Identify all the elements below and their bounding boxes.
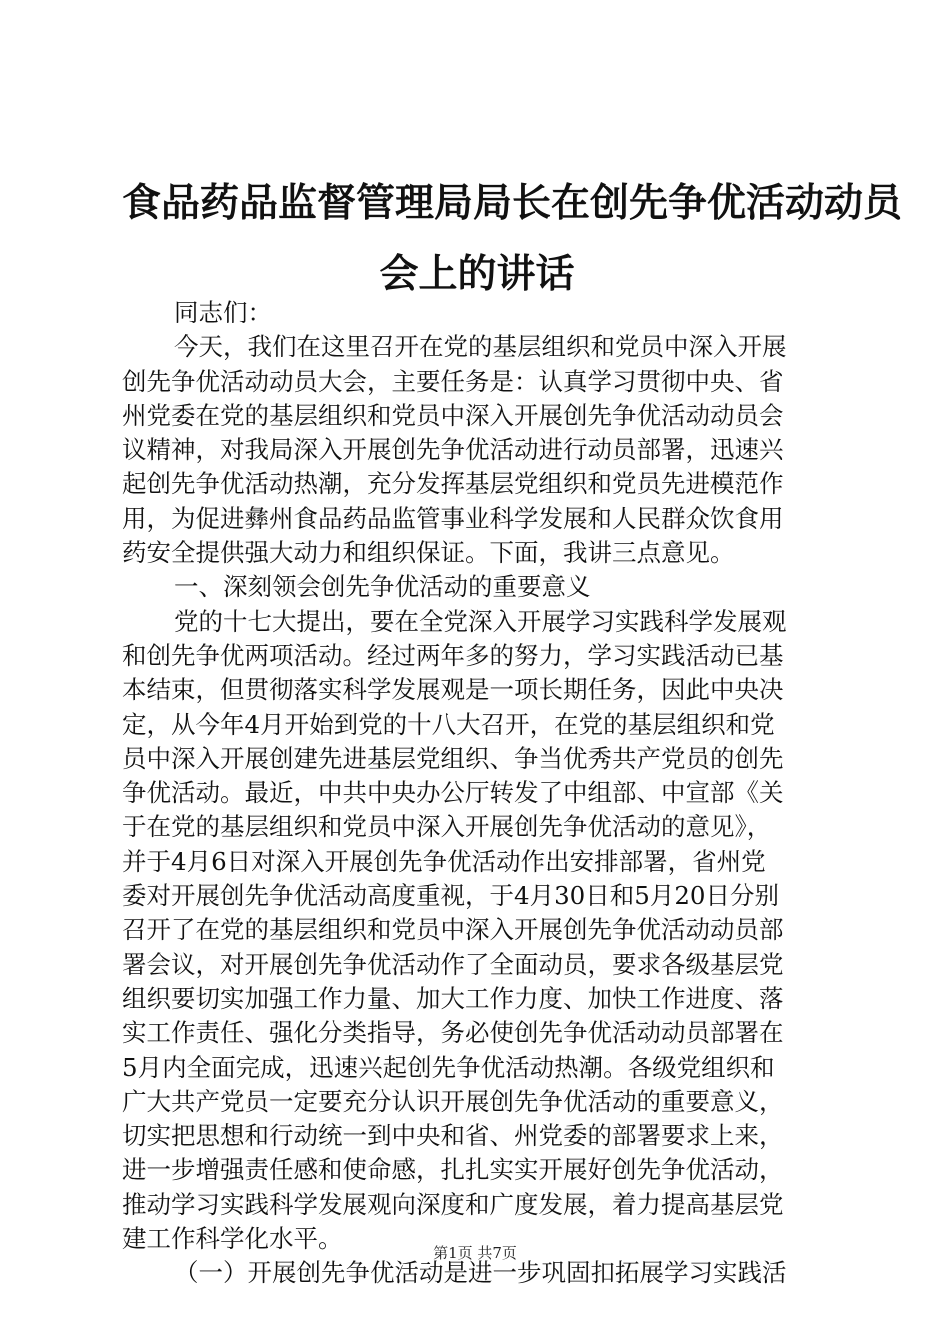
body-line: 推动学习实践科学发展观向深度和广度发展，着力提高基层党 xyxy=(122,1189,784,1219)
body-line: 定，从今年4月开始到党的十八大召开，在党的基层组织和党 xyxy=(122,709,775,739)
body-line: 于在党的基层组织和党员中深入开展创先争优活动的意见》， xyxy=(122,812,772,842)
body-line: 5月内全面完成，迅速兴起创先争优活动热潮。各级党组织和 xyxy=(122,1052,775,1082)
body-line: 争优活动。最近，中共中央办公厅转发了中组部、中宣部《关 xyxy=(122,778,784,808)
body-line: 党的十七大提出，要在全党深入开展学习实践科学发展观 xyxy=(174,606,787,636)
body-line: 署会议，对开展创先争优活动作了全面动员，要求各级基层党 xyxy=(122,949,784,979)
body-line: 和创先争优两项活动。经过两年多的努力，学习实践活动已基 xyxy=(122,640,784,670)
body-line: 一、深刻领会创先争优活动的重要意义 xyxy=(174,572,591,602)
title-line-1: 食品药品监督管理局局长在创先争优活动动员 xyxy=(122,180,903,226)
body-line: 实工作责任、强化分类指导，务必使创先争优活动动员部署在 xyxy=(122,1018,784,1048)
body-line: 同志们： xyxy=(174,298,272,327)
body-line: 委对开展创先争优活动高度重视，于4月30日和5月20日分别 xyxy=(122,881,780,911)
body-line: 州党委在党的基层组织和党员中深入开展创先争优活动动员会 xyxy=(122,400,784,430)
body-line: 广大共产党员一定要充分认识开展创先争优活动的重要意义， xyxy=(122,1086,784,1116)
body-line: 议精神，对我局深入开展创先争优活动进行动员部署，迅速兴 xyxy=(122,435,784,465)
body-line: 建工作科学化水平。 xyxy=(122,1224,343,1254)
body-line: （一）开展创先争优活动是进一步巩固扣拓展学习实践活 xyxy=(174,1258,787,1288)
body-line: 本结束，但贯彻落实科学发展观是一项长期任务，因此中央决 xyxy=(122,675,784,705)
body-line: 起创先争优活动热潮，充分发挥基层党组织和党员先进模范作 xyxy=(122,469,784,499)
body-line: 创先争优活动动员大会，主要任务是：认真学习贯彻中央、省 xyxy=(122,366,784,396)
body-line: 组织要切实加强工作力量、加大工作力度、加快工作进度、落 xyxy=(122,983,784,1013)
body-line: 今天，我们在这里召开在党的基层组织和党员中深入开展 xyxy=(174,332,787,362)
title-line-2: 会上的讲话 xyxy=(379,251,575,297)
document-title xyxy=(122,168,903,310)
body-line: 员中深入开展创建先进基层党组织、争当优秀共产党员的创先 xyxy=(122,743,784,773)
body-line: 切实把思想和行动统一到中央和省、州党委的部署要求上来， xyxy=(122,1121,784,1151)
document-body xyxy=(122,296,834,1291)
body-line: 药安全提供强大动力和组织保证。下面，我讲三点意见。 xyxy=(122,538,735,568)
page-footer: 第1页 共7页 xyxy=(433,1244,517,1262)
body-line: 用，为促进彝州食品药品监管事业科学发展和人民群众饮食用 xyxy=(122,503,784,533)
body-line: 进一步增强责任感和使命感，扎扎实实开展好创先争优活动， xyxy=(122,1155,784,1185)
body-line: 召开了在党的基层组织和党员中深入开展创先争优活动动员部 xyxy=(122,915,784,945)
body-line: 并于4月6日对深入开展创先争优活动作出安排部署，省州党 xyxy=(122,846,766,876)
